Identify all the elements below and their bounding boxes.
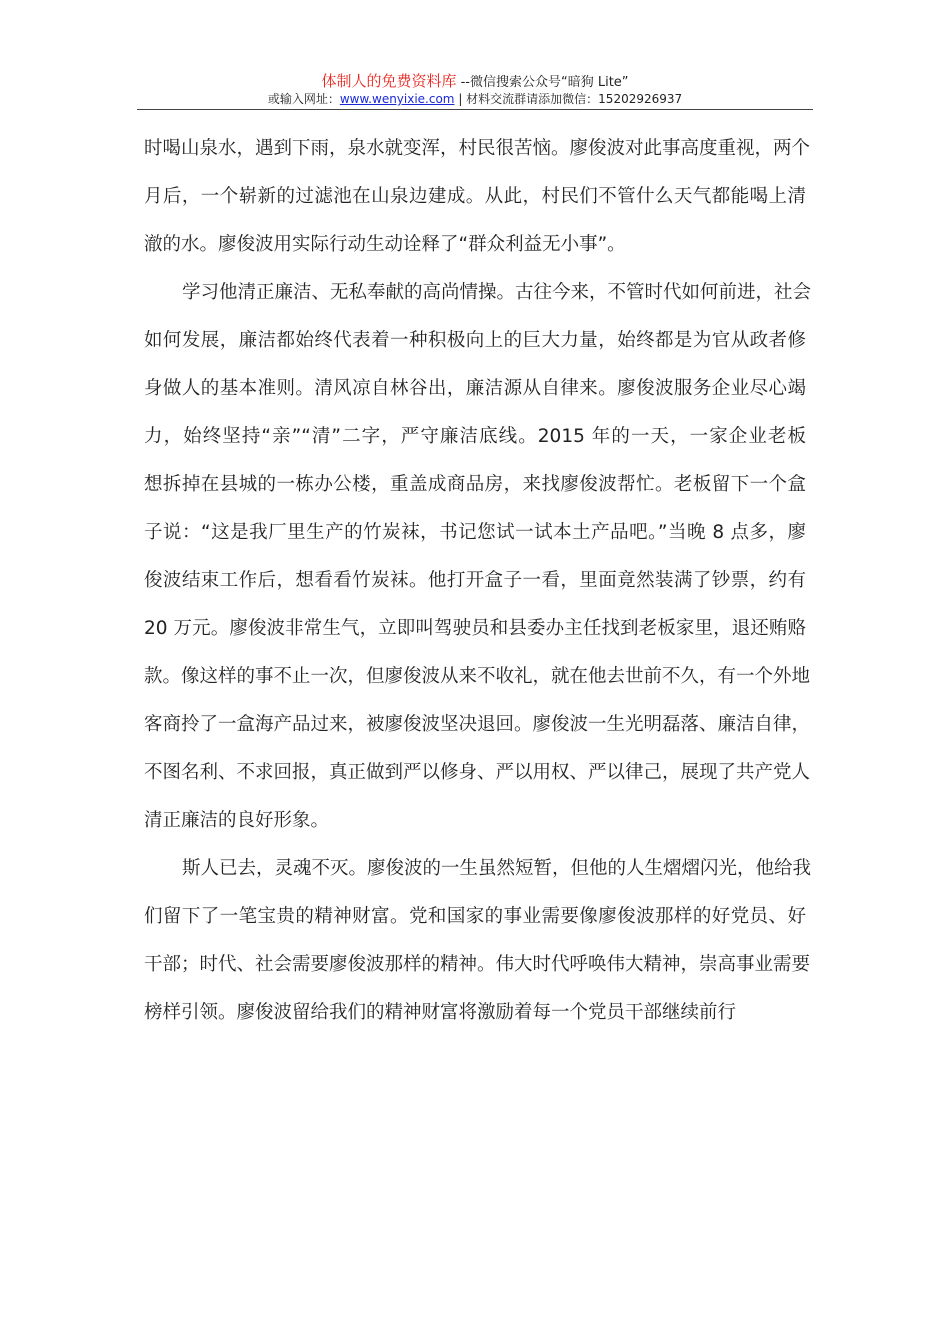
text-line: 榜样引领。廖俊波留给我们的精神财富将激励着每一个党员干部继续前行 — [144, 1002, 737, 1023]
text-line: 力，始终坚持“亲”“清”二字，严守廉洁底线。2015 年的一天，一家企业老板 — [144, 426, 806, 447]
text-line: 学习他清正廉洁、无私奉献的高尚情操。古往今来，不管时代如何前进，社会 — [182, 282, 812, 303]
text-line: 子说：“这是我厂里生产的竹炭袜，书记您试一试本土产品吧。”当晚 8 点多，廖 — [144, 522, 806, 543]
text-line: 身做人的基本准则。清风凉自林谷出，廉洁源从自律来。廖俊波服务企业尽心竭 — [144, 378, 806, 399]
text-line: 客商拎了一盒海产品过来，被廖俊波坚决退回。廖俊波一生光明磊落、廉洁自律， — [144, 714, 811, 735]
text-line: 不图名利、不求回报，真正做到严以修身、严以用权、严以律己，展现了共产党人 — [144, 762, 811, 783]
text-line: 斯人已去，灵魂不灭。廖俊波的一生虽然短暂，但他的人生熠熠闪光，他给我 — [182, 858, 812, 879]
site-subtitle: --微信搜索公众号“暗狗 Lite” — [460, 75, 629, 90]
text-line: 们留下了一笔宝贵的精神财富。党和国家的事业需要像廖俊波那样的好党员、好 — [144, 906, 806, 927]
website-link[interactable]: www.wenyixie.com — [339, 92, 455, 106]
text-line: 20 万元。廖俊波非常生气，立即叫驾驶员和县委办主任找到老板家里，退还贿赂 — [144, 618, 806, 639]
header-divider — [137, 109, 813, 110]
header-contact — [0, 91, 950, 108]
site-title: 体制人的免费资料库 — [321, 72, 457, 90]
url-prefix: 或输入网址： — [267, 92, 340, 106]
document-body — [144, 135, 812, 1047]
text-line: 想拆掉在县城的一栋办公楼，重盖成商品房，来找廖俊波帮忙。老板留下一个盒 — [144, 474, 806, 495]
header-banner — [0, 72, 950, 92]
text-line: 时喝山泉水，遇到下雨，泉水就变浑，村民很苦恼。廖俊波对此事高度重视，两个 — [144, 138, 811, 159]
text-line: 款。像这样的事不止一次，但廖俊波从来不收礼，就在他去世前不久，有一个外地 — [144, 666, 811, 687]
text-line: 清正廉洁的良好形象。 — [144, 810, 330, 831]
text-line: 俊波结束工作后，想看看竹炭袜。他打开盒子一看，里面竟然装满了钞票，约有 — [144, 570, 806, 591]
contact-info: | 材料交流群请添加微信：15202926937 — [454, 92, 683, 106]
text-line: 如何发展，廉洁都始终代表着一种积极向上的巨大力量，始终都是为官从政者修 — [144, 330, 806, 351]
text-line: 月后，一个崭新的过滤池在山泉边建成。从此，村民们不管什么天气都能喝上清 — [144, 186, 806, 207]
text-line: 澈的水。廖俊波用实际行动生动诠释了“群众利益无小事”。 — [144, 234, 626, 255]
text-line: 干部；时代、社会需要廖俊波那样的精神。伟大时代呼唤伟大精神，崇高事业需要 — [144, 954, 811, 975]
